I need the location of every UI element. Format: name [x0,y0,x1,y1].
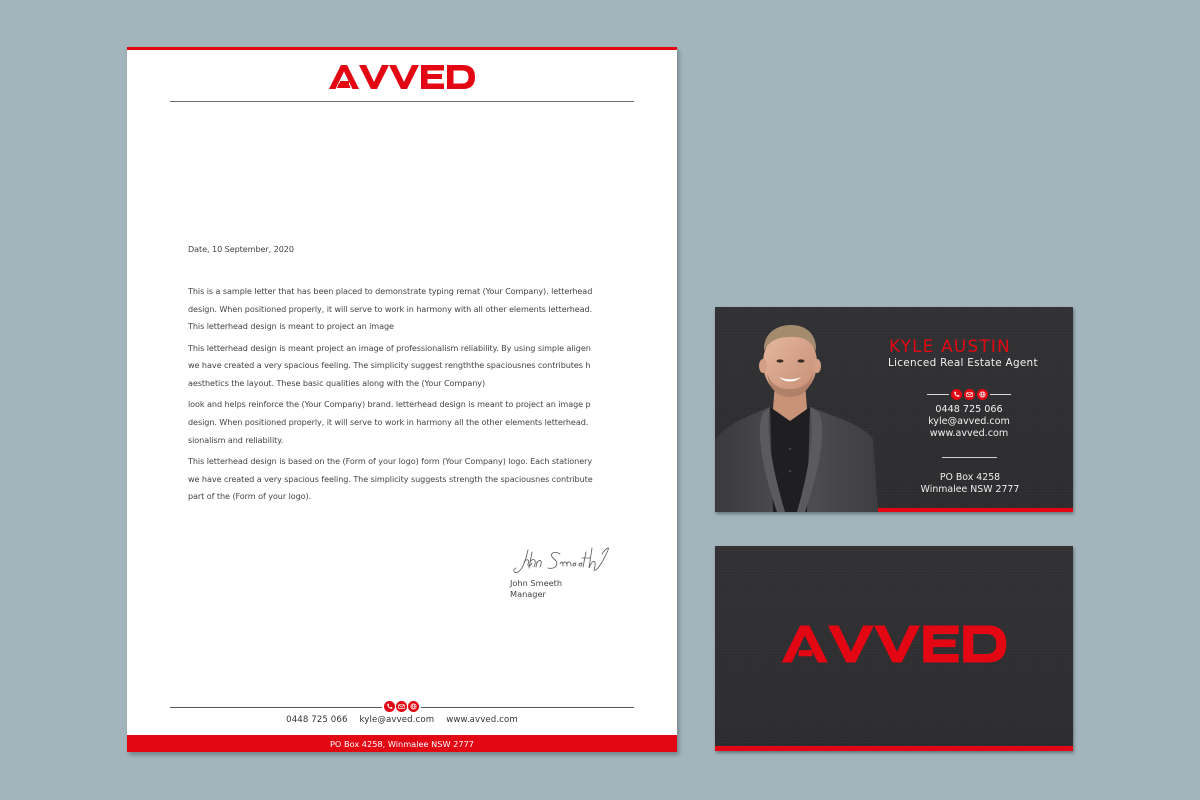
letter-line: sionalism and reliability. [188,434,284,445]
letterhead-top-bar [127,47,677,50]
card-address-line2: Winmalee NSW 2777 [920,484,1020,495]
signature-scribble-icon [510,544,620,578]
phone-icon [951,389,962,400]
mail-icon [396,701,407,712]
letterhead-sheet [127,47,677,752]
avved-logo-icon [329,64,475,90]
footer-address-bar [127,735,677,752]
icons-rule-left [927,394,949,395]
letter-line: design. When positioned properly, it will serve to work in harmony with all other elements letterhead. [188,303,593,314]
card-back-accent-bar [715,746,1073,751]
card-email: kyle@avved.com [928,416,1010,427]
icons-rule-right [990,394,1012,395]
agent-name: KYLE AUSTIN [889,337,1011,356]
letter-date: Date, 10 September, 2020 [188,244,294,254]
signatory-title: Manager [510,589,546,599]
letter-paragraph [188,340,628,393]
footer-address: PO Box 4258, Winmalee NSW 2777 [329,738,475,749]
business-card-front [715,307,1073,512]
letter-body [188,243,628,509]
card-address-line1: PO Box 4258 [939,472,1001,483]
letter-line: part of the (Form of your logo). [188,491,312,502]
card-address [900,472,1040,496]
card-back-logo [715,624,1073,664]
letter-line: This letterhead design is based on the (Form of your logo) form (Your Company) logo. Each stationery [188,455,593,466]
agent-title: Licenced Real Estate Agent [888,357,1038,369]
footer-website: www.avved.com [446,715,518,725]
footer-contacts [127,715,677,725]
letter-line: This letterhead design is meant to project an image [188,321,394,332]
letter-line: we have created a very spacious feeling. The simplicity suggest rengththe spaciousnes contributes h [188,360,591,371]
letter-line: we have created a very spacious feeling. The simplicity suggests strength the spaciousnes contribute [188,473,593,484]
globe-icon [408,701,419,712]
mail-icon [964,389,975,400]
agent-portrait-photo [715,321,881,512]
letter-paragraph [188,453,628,506]
letter-paragraph [188,396,628,449]
avved-logo-icon [776,624,1012,664]
phone-icon [384,701,395,712]
letter-line: design. When positioned properly, it will serve to work in harmony all the other elements letterhead. [188,416,589,427]
letterhead-logo [127,64,677,90]
footer-phone: 0448 725 066 [286,715,348,725]
globe-icon [977,389,988,400]
card-divider [942,457,997,458]
letter-line: This is a sample letter that has been placed to demonstrate typing remat (Your Company). letterhead [188,286,593,296]
card-contact-list [910,404,1028,440]
letter-line: aesthetics the layout. These basic qualities along with the (Your Company) [188,378,486,389]
signature-block [510,544,620,600]
card-contact-icons [927,388,1011,401]
card-website: www.avved.com [929,428,1009,439]
signatory-name: John Smeeth [510,578,563,588]
letter-line: This letterhead design is meant project an image of professionalism reliability. By using simple aligen [188,342,591,353]
header-divider [170,101,634,102]
letter-line: look and helps reinforce the (Your Company) brand. letterhead design is meant to project an image p [188,399,591,410]
footer-contact-icons [382,701,421,712]
letter-paragraph [188,283,628,336]
card-accent-bar [878,508,1073,512]
footer-email: kyle@avved.com [359,715,435,725]
card-phone: 0448 725 066 [935,404,1003,415]
business-card-back [715,546,1073,751]
